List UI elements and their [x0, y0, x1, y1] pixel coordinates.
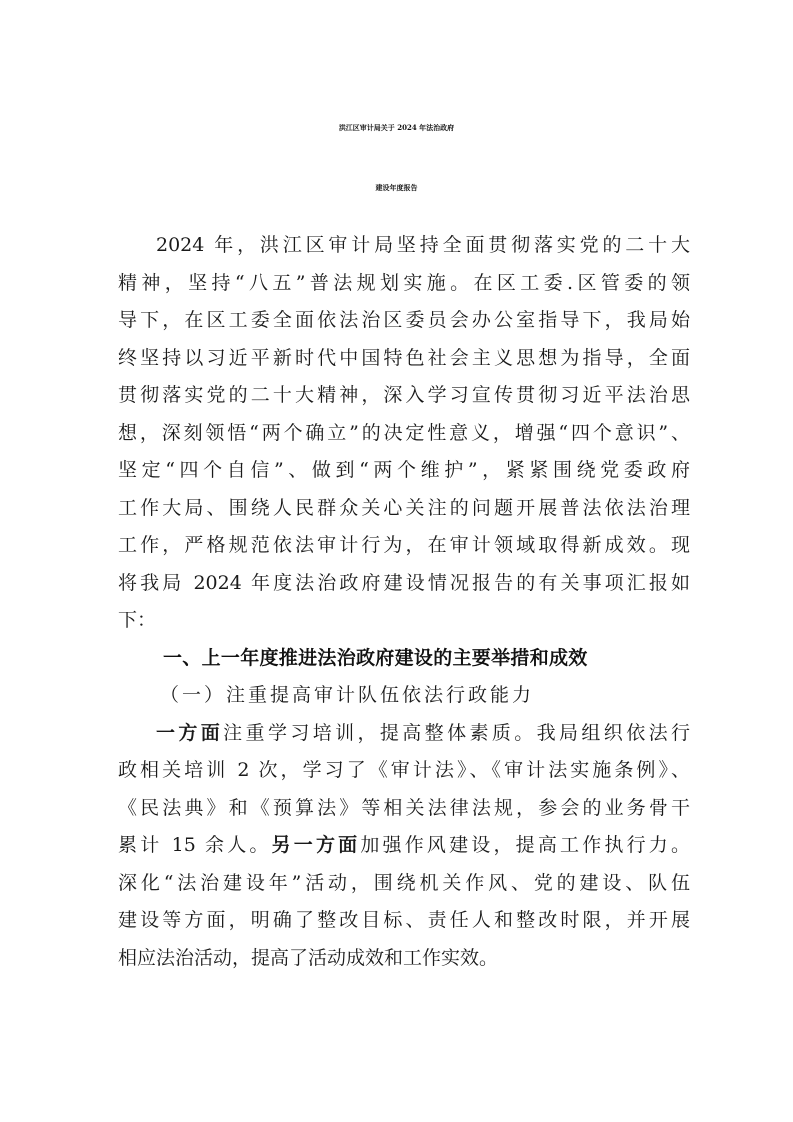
intro-line: 想，深刻领悟“两个确立”的决定性意义，增强“四个意识”、: [118, 422, 690, 444]
document-title-line-1: 洪江区审计局关于 2024 年法治政府: [338, 123, 455, 132]
paragraph-line: [156, 718, 690, 748]
paragraph-line: 相应法治活动，提高了活动成效和工作实效。: [118, 947, 499, 969]
paragraph-text: 加强作风建设，提高工作执行力。: [360, 834, 690, 856]
paragraph-text: 注重学习培训，提高整体素质。我局组织依法行: [223, 722, 690, 744]
intro-line: 导下，在区工委全面依法治区委员会办公室指导下，我局始: [118, 309, 690, 331]
paragraph-line: 建设等方面，明确了整改目标、责任人和整改时限，并开展: [118, 909, 690, 931]
bold-lead: 另一方面: [271, 834, 361, 856]
document-title-line-2: 建设年度报告: [375, 183, 418, 192]
paragraph-line: 《民法典》和《预算法》等相关法律法规，参会的业务骨干: [118, 797, 690, 819]
intro-line: 工作，严格规范依法审计行为，在审计领域取得新成效。现: [118, 534, 690, 556]
section-subheading: （一）注重提高审计队伍依法行政能力: [160, 684, 535, 706]
paragraph-line: [118, 830, 690, 860]
intro-line: 坚定“四个自信”、做到“两个维护”，紧紧围绕党委政府: [118, 459, 690, 481]
paragraph-text: 累计 15 余人。: [118, 834, 272, 856]
intro-line: 工作大局、围绕人民群众关心关注的问题开展普法依法治理: [118, 497, 690, 519]
intro-line: 精神，坚持“八五”普法规划实施。在区工委.区管委的领: [118, 272, 690, 294]
intro-line: 2024 年，洪江区审计局坚持全面贯彻落实党的二十大: [156, 234, 690, 256]
section-heading: 一、上一年度推进法治政府建设的主要举措和成效: [163, 647, 588, 669]
intro-line: 下：: [118, 609, 157, 631]
paragraph-line: 政相关培训 2 次，学习了《审计法》、《审计法实施条例》、: [118, 759, 690, 781]
intro-line: 将我局 2024 年度法治政府建设情况报告的有关事项汇报如: [118, 572, 690, 594]
intro-line: 贯彻落实党的二十大精神，深入学习宣传贯彻习近平法治思: [118, 384, 690, 406]
bold-lead: 一方面: [156, 722, 224, 744]
paragraph-line: 深化“法治建设年”活动，围绕机关作风、党的建设、队伍: [118, 872, 690, 894]
intro-line: 终坚持以习近平新时代中国特色社会主义思想为指导，全面: [118, 347, 690, 369]
